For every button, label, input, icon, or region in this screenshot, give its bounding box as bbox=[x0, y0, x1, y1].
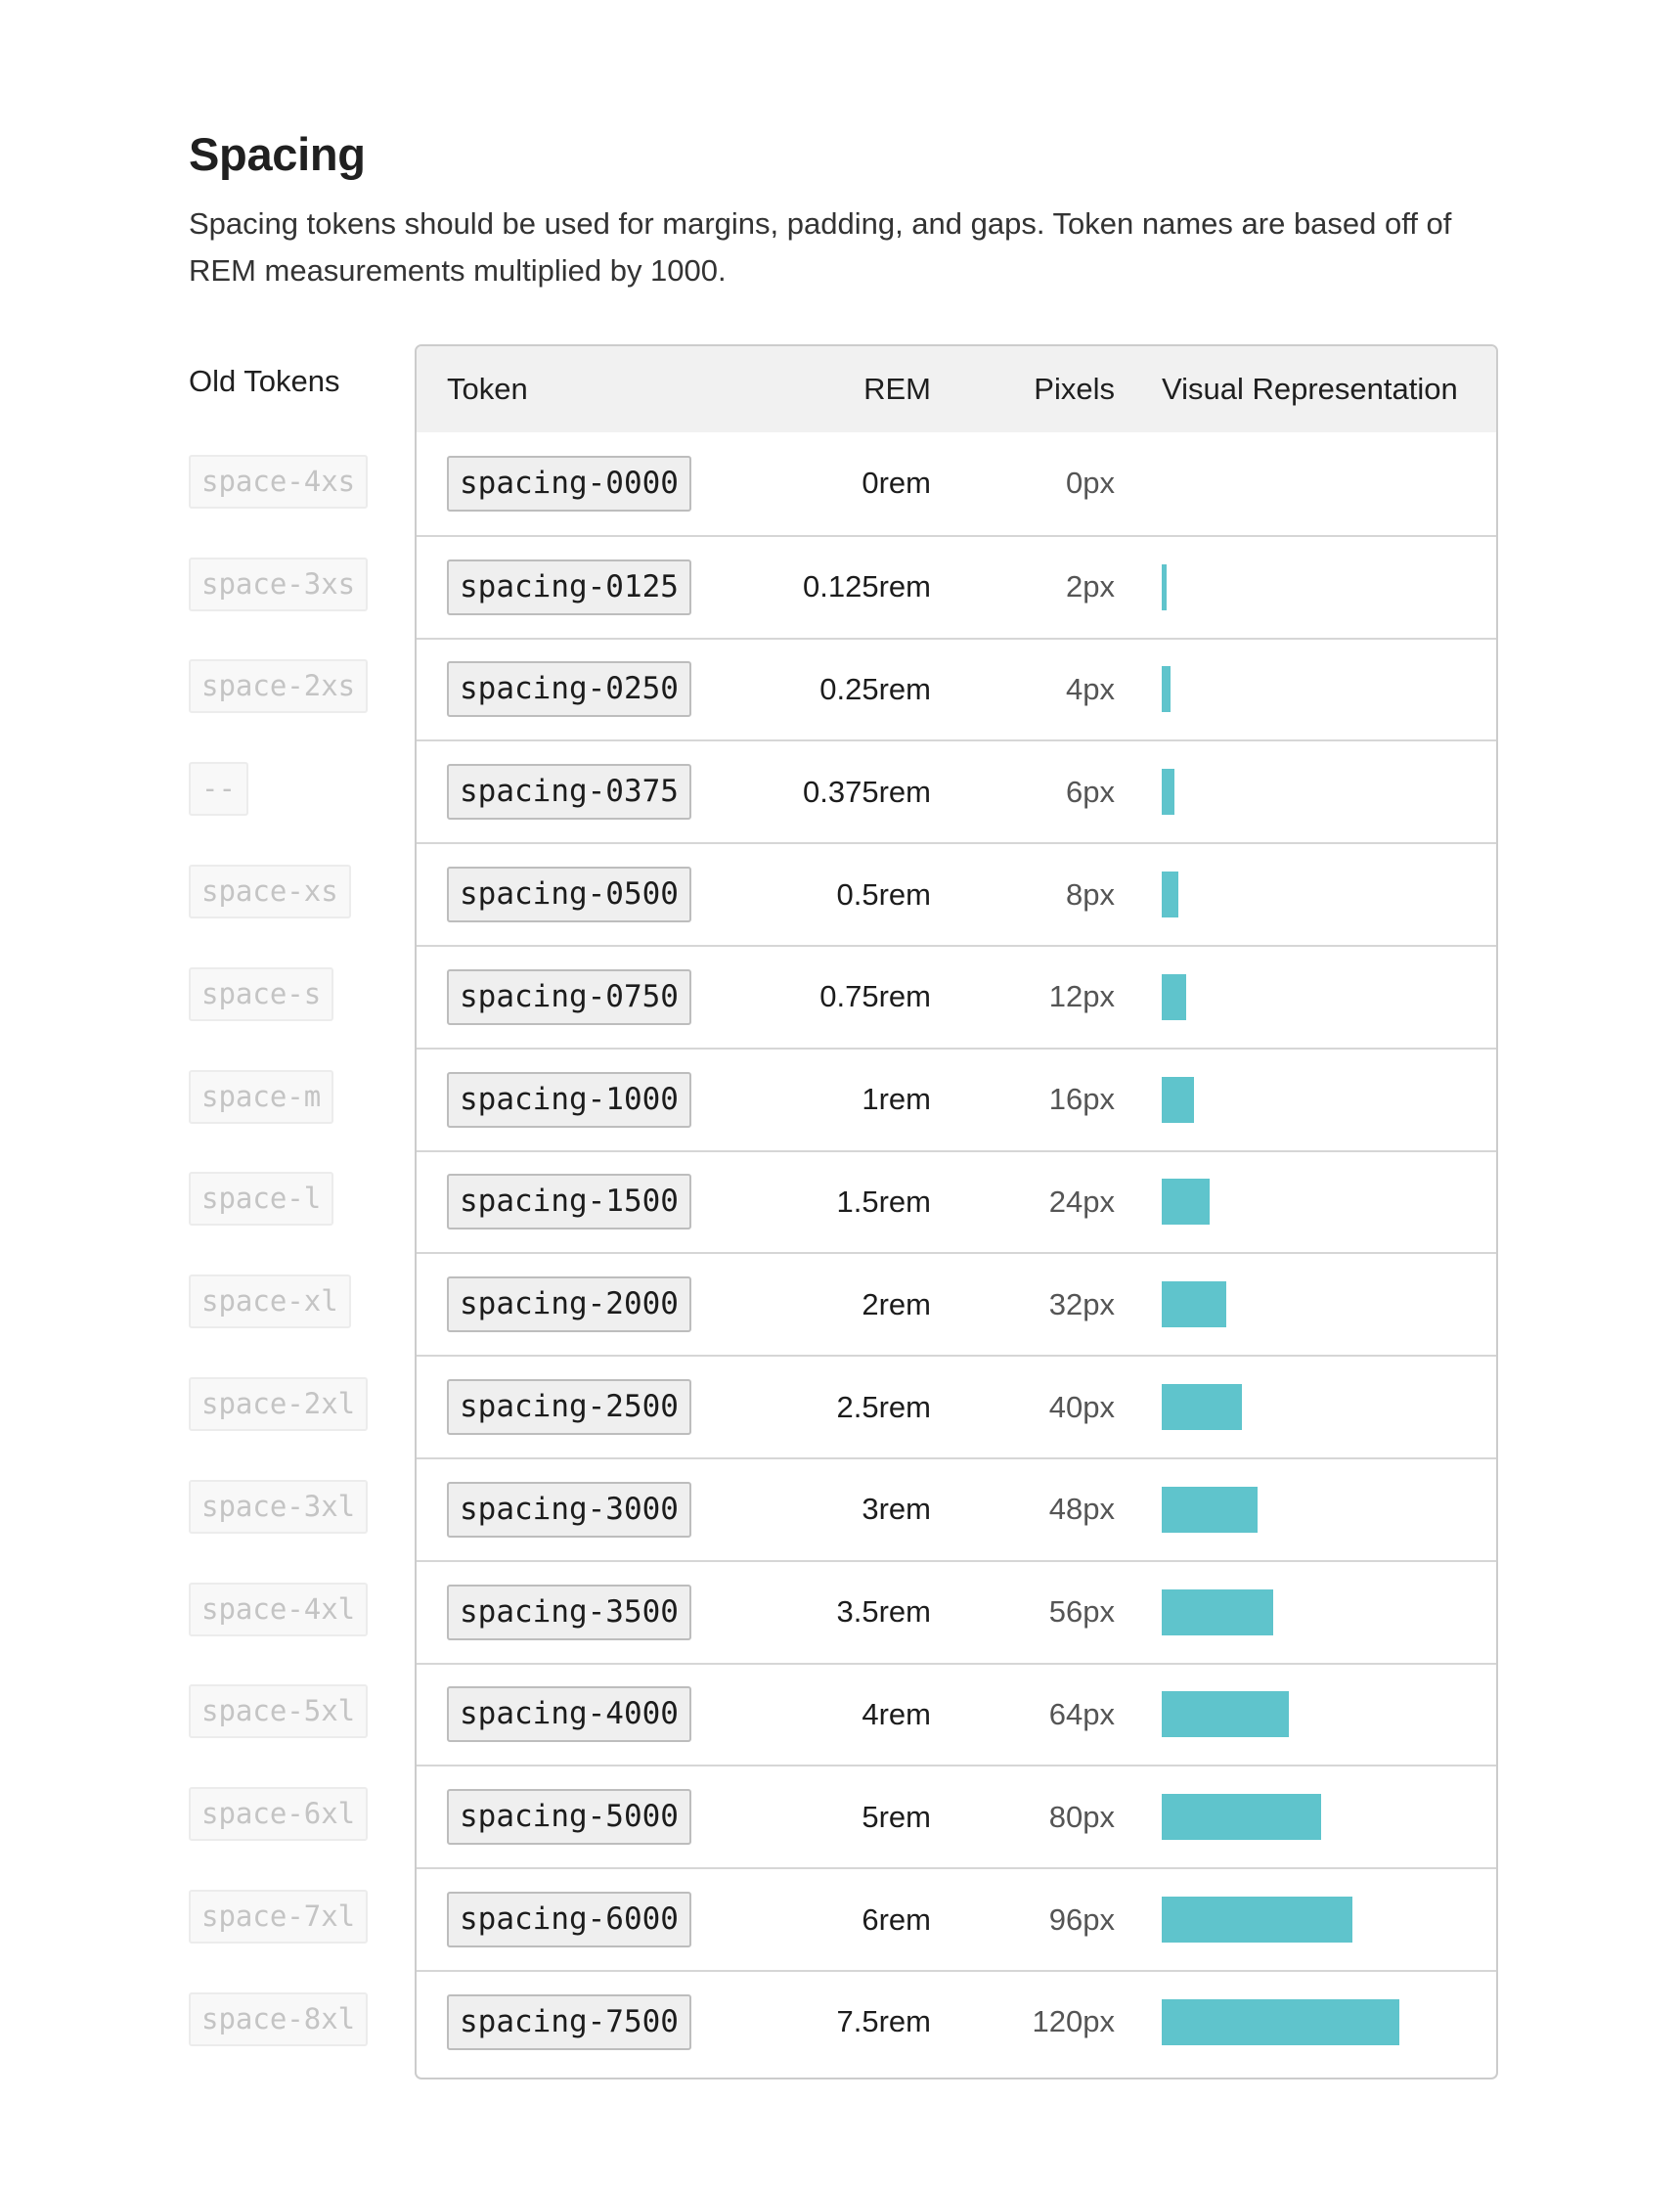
rem-value: 4rem bbox=[862, 1696, 931, 1731]
pixel-value: 80px bbox=[1048, 1799, 1115, 1834]
table-row bbox=[417, 1048, 1496, 1150]
old-token-chip: space-l bbox=[189, 1172, 333, 1226]
visual-cell bbox=[1115, 564, 1496, 610]
old-token-cell bbox=[189, 1968, 404, 2071]
visual-cell bbox=[1115, 1794, 1496, 1840]
token-cell bbox=[417, 1686, 788, 1742]
spacing-bar bbox=[1162, 1077, 1194, 1123]
old-token-cell bbox=[189, 840, 404, 943]
spacing-bar bbox=[1162, 564, 1167, 610]
page-description: Spacing tokens should be used for margins, padding, and gaps. Token names are based off of REM measurements multiplied by 1000. bbox=[189, 206, 1452, 288]
pixel-value: 12px bbox=[1048, 979, 1115, 1014]
pixel-value: 56px bbox=[1048, 1594, 1115, 1630]
page-title: Spacing bbox=[189, 128, 366, 180]
old-tokens-heading: Old Tokens bbox=[189, 364, 340, 398]
token-cell bbox=[417, 1379, 788, 1435]
token-chip: spacing-5000 bbox=[447, 1789, 691, 1845]
table-row bbox=[417, 1765, 1496, 1867]
header-pixels: Pixels bbox=[1034, 372, 1115, 406]
token-chip: spacing-0750 bbox=[447, 969, 691, 1025]
table-row bbox=[417, 432, 1496, 535]
pixel-value: 0px bbox=[1066, 466, 1115, 501]
spacing-bar bbox=[1162, 1179, 1210, 1225]
token-chip: spacing-6000 bbox=[447, 1892, 691, 1947]
visual-cell bbox=[1115, 1897, 1496, 1943]
token-chip: spacing-0500 bbox=[447, 867, 691, 922]
visual-cell bbox=[1115, 974, 1496, 1020]
old-token-chip: space-3xs bbox=[189, 558, 368, 611]
spacing-bar bbox=[1162, 1281, 1226, 1327]
token-cell bbox=[417, 1276, 788, 1332]
rem-value: 3rem bbox=[862, 1492, 931, 1527]
old-token-cell bbox=[189, 1250, 404, 1353]
pixel-value: 32px bbox=[1048, 1286, 1115, 1321]
old-token-cell bbox=[189, 1558, 404, 1661]
pixel-value: 48px bbox=[1048, 1492, 1115, 1527]
old-token-chip: space-5xl bbox=[189, 1684, 368, 1738]
rem-value: 1rem bbox=[862, 1082, 931, 1117]
rem-value: 0.5rem bbox=[836, 876, 931, 912]
pixel-value: 16px bbox=[1048, 1082, 1115, 1117]
old-token-chip: space-8xl bbox=[189, 1992, 368, 2046]
visual-cell bbox=[1115, 1179, 1496, 1225]
rem-value: 5rem bbox=[862, 1799, 931, 1834]
rem-value: 0rem bbox=[862, 466, 931, 501]
table-header bbox=[417, 346, 1496, 432]
rem-value: 3.5rem bbox=[836, 1594, 931, 1630]
table-row bbox=[417, 1150, 1496, 1253]
token-chip: spacing-0250 bbox=[447, 661, 691, 717]
old-token-chip: space-3xl bbox=[189, 1480, 368, 1534]
old-token-chip: space-7xl bbox=[189, 1890, 368, 1944]
token-cell bbox=[417, 867, 788, 922]
pixel-value: 2px bbox=[1066, 569, 1115, 604]
table-row bbox=[417, 1252, 1496, 1355]
pixel-value: 8px bbox=[1066, 876, 1115, 912]
spacing-bar bbox=[1162, 1384, 1242, 1430]
header-rem: REM bbox=[863, 372, 931, 406]
table-row bbox=[417, 1970, 1496, 2073]
pixel-value: 4px bbox=[1066, 671, 1115, 706]
visual-cell bbox=[1115, 1691, 1496, 1737]
old-token-cell bbox=[189, 1763, 404, 1865]
rem-value: 1.5rem bbox=[836, 1184, 931, 1219]
old-token-chip: space-2xl bbox=[189, 1377, 368, 1431]
old-token-cell bbox=[189, 533, 404, 636]
old-token-chip: space-m bbox=[189, 1070, 333, 1124]
old-token-cell bbox=[189, 1661, 404, 1764]
old-tokens-column bbox=[189, 430, 404, 2071]
rem-value: 7.5rem bbox=[836, 2004, 931, 2039]
pixel-value: 24px bbox=[1048, 1184, 1115, 1219]
spacing-table bbox=[415, 344, 1498, 2079]
old-token-cell bbox=[189, 1455, 404, 1558]
table-row bbox=[417, 1663, 1496, 1766]
old-token-cell bbox=[189, 1148, 404, 1251]
visual-cell bbox=[1115, 1384, 1496, 1430]
table-row bbox=[417, 1867, 1496, 1970]
token-chip: spacing-0125 bbox=[447, 559, 691, 615]
old-token-cell bbox=[189, 1046, 404, 1148]
rem-value: 0.25rem bbox=[819, 671, 931, 706]
rem-value: 6rem bbox=[862, 1901, 931, 1937]
spacing-bar bbox=[1162, 872, 1178, 917]
old-token-chip: space-4xs bbox=[189, 455, 368, 509]
token-cell bbox=[417, 1789, 788, 1845]
table-row bbox=[417, 842, 1496, 945]
table-row bbox=[417, 535, 1496, 638]
token-cell bbox=[417, 559, 788, 615]
pixel-value: 64px bbox=[1048, 1696, 1115, 1731]
token-cell bbox=[417, 1994, 788, 2050]
token-cell bbox=[417, 969, 788, 1025]
token-cell bbox=[417, 1072, 788, 1128]
table-row bbox=[417, 945, 1496, 1048]
old-token-chip: -- bbox=[189, 762, 248, 816]
token-cell bbox=[417, 1585, 788, 1640]
rem-value: 0.125rem bbox=[803, 569, 931, 604]
token-cell bbox=[417, 1892, 788, 1947]
old-token-cell bbox=[189, 1353, 404, 1455]
table-body bbox=[417, 432, 1496, 2073]
visual-cell bbox=[1115, 872, 1496, 917]
token-cell bbox=[417, 1174, 788, 1230]
pixel-value: 40px bbox=[1048, 1389, 1115, 1424]
old-token-chip: space-4xl bbox=[189, 1583, 368, 1636]
visual-cell bbox=[1115, 666, 1496, 712]
old-token-chip: space-s bbox=[189, 967, 333, 1021]
token-chip: spacing-0000 bbox=[447, 456, 691, 512]
visual-cell bbox=[1115, 1999, 1496, 2045]
spacing-bar bbox=[1162, 666, 1171, 712]
visual-cell bbox=[1115, 1589, 1496, 1635]
old-token-chip: space-2xs bbox=[189, 659, 368, 713]
token-chip: spacing-3000 bbox=[447, 1482, 691, 1538]
spacing-bar bbox=[1162, 1691, 1289, 1737]
spacing-bar bbox=[1162, 1897, 1352, 1943]
old-token-chip: space-xl bbox=[189, 1274, 351, 1328]
spacing-bar bbox=[1162, 974, 1186, 1020]
visual-cell bbox=[1115, 1281, 1496, 1327]
table-row bbox=[417, 1560, 1496, 1663]
token-chip: spacing-1000 bbox=[447, 1072, 691, 1128]
spacing-bar bbox=[1162, 1487, 1258, 1533]
pixel-value: 96px bbox=[1048, 1901, 1115, 1937]
token-chip: spacing-7500 bbox=[447, 1994, 691, 2050]
visual-cell bbox=[1115, 1487, 1496, 1533]
token-chip: spacing-1500 bbox=[447, 1174, 691, 1230]
spacing-bar bbox=[1162, 769, 1174, 815]
token-chip: spacing-4000 bbox=[447, 1686, 691, 1742]
header-token: Token bbox=[447, 372, 528, 406]
rem-value: 2rem bbox=[862, 1286, 931, 1321]
token-chip: spacing-2000 bbox=[447, 1276, 691, 1332]
old-token-cell bbox=[189, 430, 404, 533]
spacing-bar bbox=[1162, 1794, 1321, 1840]
table-row bbox=[417, 1355, 1496, 1457]
old-token-cell bbox=[189, 1865, 404, 1968]
token-cell bbox=[417, 764, 788, 820]
token-chip: spacing-3500 bbox=[447, 1585, 691, 1640]
rem-value: 2.5rem bbox=[836, 1389, 931, 1424]
spacing-bar bbox=[1162, 1999, 1399, 2045]
table-row bbox=[417, 1457, 1496, 1560]
rem-value: 0.75rem bbox=[819, 979, 931, 1014]
table-row bbox=[417, 638, 1496, 740]
table-row bbox=[417, 739, 1496, 842]
header-visual: Visual Representation bbox=[1162, 372, 1458, 406]
old-token-cell bbox=[189, 738, 404, 840]
token-chip: spacing-2500 bbox=[447, 1379, 691, 1435]
token-cell bbox=[417, 456, 788, 512]
visual-cell bbox=[1115, 769, 1496, 815]
token-chip: spacing-0375 bbox=[447, 764, 691, 820]
old-token-cell bbox=[189, 636, 404, 738]
old-token-chip: space-xs bbox=[189, 865, 351, 918]
pixel-value: 6px bbox=[1066, 774, 1115, 809]
pixel-value: 120px bbox=[1032, 2004, 1115, 2039]
old-token-chip: space-6xl bbox=[189, 1787, 368, 1841]
rem-value: 0.375rem bbox=[803, 774, 931, 809]
visual-cell bbox=[1115, 1077, 1496, 1123]
token-cell bbox=[417, 661, 788, 717]
spacing-bar bbox=[1162, 1589, 1273, 1635]
token-cell bbox=[417, 1482, 788, 1538]
old-token-cell bbox=[189, 943, 404, 1046]
